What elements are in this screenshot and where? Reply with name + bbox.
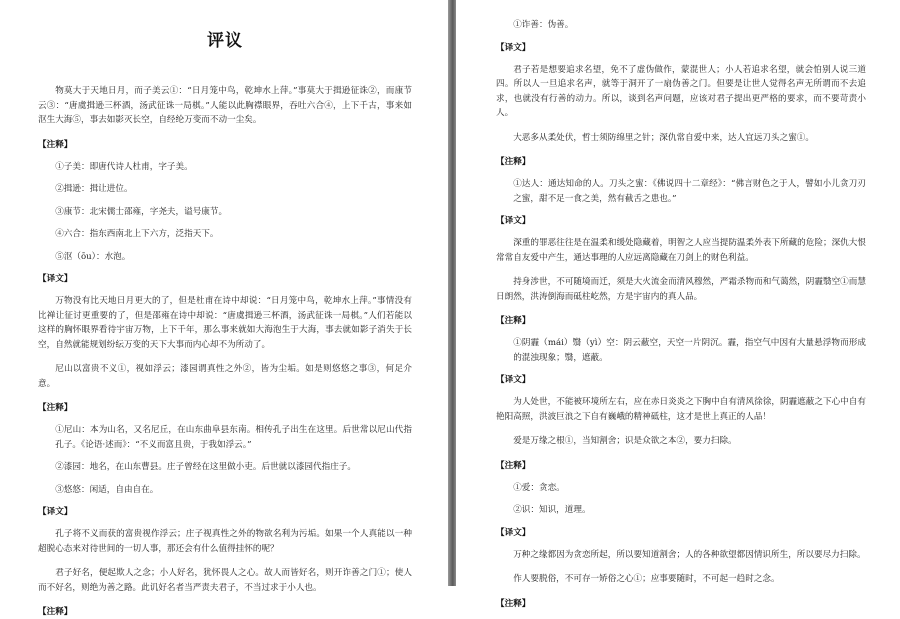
section-heading: 【注释】 — [496, 598, 531, 609]
annotation-note: ③悠悠：闲适，自由自在。 — [55, 484, 159, 495]
section-heading: 【译文】 — [496, 527, 531, 538]
page-divider — [448, 0, 456, 586]
section-heading: 【注释】 — [496, 460, 531, 471]
section-heading: 【译文】 — [496, 216, 531, 226]
section-heading: 【注释】 — [496, 157, 531, 167]
paragraph: 为人处世，不能被环境所左右，应在赤日炎炎之下胸中自有清风徐徐，阴霾遮蔽之下心中自有艳阳高照，洪波巨浪之下自有巍峨的精神砥柱，这才是世上真正的人品！ — [496, 397, 866, 422]
left-page-content — [38, 84, 412, 619]
annotation-note: ②识：知识，道理。 — [513, 505, 591, 515]
paragraph: 物莫大于天地日月，而子美云①：“日月笼中鸟，乾坤水上萍。”事莫大于揖逊征诛②，而康节云③：“唐虞揖逊三杯酒，汤武征诛一局棋。”人能以此胸襟眼界，吞吐六合④，上下千古，事来如沤生大海⑤，事去如影灭长空，自经纶万变而不动一尘矣。 — [38, 86, 412, 125]
left-page — [0, 0, 448, 617]
section-heading: 【注释】 — [496, 316, 531, 326]
section-heading: 【译文】 — [38, 507, 73, 517]
annotation-note: ⑤沤（ōu）：水泡。 — [55, 251, 131, 262]
annotation-note: ①爱：贪恋。 — [513, 482, 565, 493]
annotation-note: ②揖逊：揖让进位。 — [55, 184, 133, 194]
annotation-note: ④六合：指东西南北上下六方，泛指天下。 — [55, 229, 219, 239]
paragraph: 大恶多从柔处伏，哲士须防绵里之针；深仇常自爱中来，达人宜远刀头之蜜①。 — [513, 132, 814, 143]
annotation-note: ①子美：即唐代诗人杜甫，字子美。 — [55, 161, 193, 172]
section-heading: 【译文】 — [38, 274, 73, 284]
section-heading: 【注释】 — [38, 139, 73, 150]
section-heading: 【注释】 — [38, 403, 73, 413]
paragraph: 持身涉世，不可随境而迁，须是大火流金而清风穆然，严霜杀物而和气蔼然，阴霾翳空①而慧日朗然，洪涛倒海而砥柱屹然，方是宇宙内的真人品。 — [496, 277, 866, 302]
annotation-note: ①诈善：伪善。 — [513, 20, 574, 30]
annotation-note: ①尼山：本为山名，又名尼丘，在山东曲阜县东南。相传孔子出生在这里。后世常以尼山代指孔子。《论语·述而》：“不义而富且贵，于我如浮云。” — [55, 425, 412, 450]
annotation-note: ①达人：通达知命的人。刀头之蜜：《佛说四十二章经》：“佛言财色之于人，譬如小儿贪刀刃之蜜，甜不足一食之美，然有截舌之患也。” — [513, 179, 866, 204]
paragraph: 万物没有比天地日月更大的了，但是杜甫在诗中却说：“日月笼中鸟，乾坤水上萍。”事情没有比禅让征讨更重要的了，但是邵雍在诗中却说：“唐虞揖逊三杯酒，汤武征诛一局棋。”人们若能以这样的胸怀眼界看待宇宙万物，上下千年，那么事来就如大海泡生于大海，事去就如影子消失于长空，自然就能规划纷纭万变的天下大事而内心却不为所动了。 — [38, 296, 412, 350]
paragraph: 尼山以富贵不义①，视如浮云；漆园谓真性之外②，皆为尘垢。如是则悠悠之事③，何足介意。 — [38, 364, 412, 389]
paragraph: 作人要脱俗，不可存一矫俗之心①；应事要随时，不可起一趋时之念。 — [513, 574, 780, 584]
right-page — [456, 0, 900, 609]
right-page-content — [496, 18, 866, 611]
paragraph: 孔子将不义而获的富贵视作浮云；庄子视真性之外的物欲名利为污垢。如果一个人真能以一种超脱心态来对待世间的一切人事，那还会有什么值得挂怀的呢？ — [38, 529, 412, 554]
paragraph: 深重的罪恶往往是在温柔和缓处隐藏着，明智之人应当提防温柔外表下所藏的危险；深仇大恨常常自友爱中产生，通达事理的人应远离隐藏在刀剑上的财色利益。 — [496, 238, 866, 263]
page-title: 评议 — [207, 31, 243, 51]
section-heading: 【译文】 — [496, 375, 531, 385]
section-heading: 【注释】 — [38, 607, 73, 617]
annotation-note: ①阴霾（mái）翳（yì）空：阴云蔽空，天空一片阴沉。霾，指空气中因有大量悬浮物而形成的混浊现象；翳，遮蔽。 — [513, 338, 866, 363]
annotation-note: ②漆园：地名，在山东曹县。庄子曾经在这里做小吏。后世就以漆园代指庄子。 — [55, 462, 356, 472]
section-heading: 【译文】 — [496, 42, 531, 53]
paragraph: 君子好名，便起欺人之念；小人好名，犹怀畏人之心。故人而皆好名，则开诈善之门①；使人而不好名，则绝为善之路。此讥好名者当严责夫君子，不当过求于小人也。 — [38, 568, 412, 593]
paragraph: 爱是万缘之根①，当知割舍；识是众欲之本②，要力扫除。 — [513, 436, 737, 446]
paragraph: 君子若是想要追求名望，免不了虚伪做作，蒙混世人；小人若追求名望，就会怕别人说三道四。所以人一旦追求名声，就等于洞开了一扇伪善之门。但要是让世人觉得名声无所谓而不去追求，也就没有行善的动力。所以，谈到名声问题，应该对君子提出更严格的要求，而不要苛责小人。 — [496, 64, 866, 118]
annotation-note: ③康节：北宋儒士邵雍，字尧夫，谥号康节。 — [55, 206, 228, 217]
paragraph: 万种之缘都因为贪恋所起，所以要知道割舍；人的各种欲望都因情识所生，所以要尽力扫除。 — [513, 549, 866, 560]
